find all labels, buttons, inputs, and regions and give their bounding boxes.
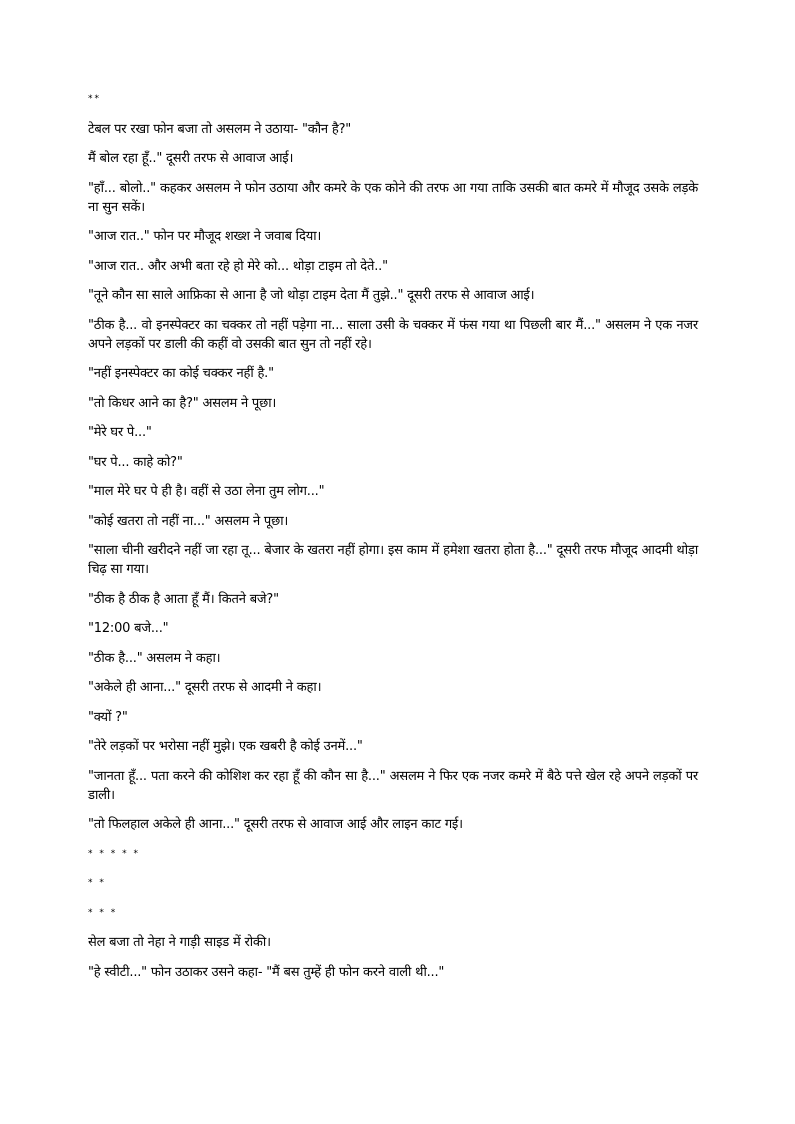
paragraph: "नहीं इनस्पेक्टर का कोई चक्कर नहीं है."	[88, 366, 274, 381]
paragraph: "ठीक है..." असलम ने कहा।	[88, 650, 221, 666]
document-page	[88, 90, 698, 992]
paragraph: "अकेले ही आना..." दूसरी तरफ से आदमी ने कहा।	[88, 680, 322, 695]
paragraph: "तूने कौन सा साले आफ्रिका से आना है जो थोड़ा टाइम देता मैं तुझे.." दूसरी तरफ से आवाज आई।	[88, 288, 535, 303]
section-separator: * * * * *	[88, 848, 140, 859]
paragraph: "तो किधर आने का है?" असलम ने पूछा।	[88, 395, 277, 411]
paragraph: मैं बोल रहा हूँ.." दूसरी तरफ से आवाज आई।	[88, 151, 294, 166]
section-separator: * * *	[88, 907, 118, 918]
section-separator: * *	[88, 878, 106, 888]
paragraph: "हे स्वीटी..." फोन उठाकर उसने कहा- "मैं बस तुम्हें ही फोन करने वाली थी..."	[88, 964, 445, 980]
section-separator: **	[88, 94, 101, 104]
paragraph: "घर पे... काहे को?"	[88, 454, 183, 470]
paragraph: "ठीक है ठीक है आता हूँ मैं। कितने बजे?"	[88, 591, 279, 607]
paragraph: "हाँ... बोलो.." कहकर असलम ने फोन उठाया और कमरे के एक कोने की तरफ आ गया ताकि उसकी बात कमरे में मौजूद उसके लड़के ना सुन सकें।	[88, 180, 698, 215]
paragraph: "माल मेरे घर पे ही है। वहीं से उठा लेना तुम लोग..."	[88, 484, 325, 499]
paragraph: "आज रात.. और अभी बता रहे हो मेरे को... थोड़ा टाइम तो देते.."	[88, 258, 388, 274]
paragraph: "जानता हूँ... पता करने की कोशिश कर रहा हूँ की कौन सा है..." असलम ने फिर एक नजर कमरे में बैठे पत्ते खेल रहे अपने लड़कों पर डाली।	[88, 768, 698, 803]
paragraph: "क्यों ?"	[88, 709, 128, 725]
paragraph: "आज रात.." फोन पर मौजूद शख्श ने जवाब दिया।	[88, 229, 322, 244]
paragraph: "तेरे लड़कों पर भरोसा नहीं मुझे। एक खबरी है कोई उनमें..."	[88, 739, 363, 754]
paragraph: "ठीक है... वो इनस्पेक्टर का चक्कर तो नहीं पड़ेगा ना... साला उसी के चक्कर में फंस गया था पिछली बार मैं..." असलम ने एक नजर अपने लड़कों पर डाली की कहीं वो उसकी बात सुन तो नहीं रहे।	[88, 317, 698, 352]
paragraph: "तो फिलहाल अकेले ही आना..." दूसरी तरफ से आवाज आई और लाइन काट गई।	[88, 817, 463, 832]
paragraph: "साला चीनी खरीदने नहीं जा रहा तू... बेजार के खतरा नहीं होगा। इस काम में हमेशा खतरा होता है..." दूसरी तरफ मौजूद आदमी थोड़ा चिढ़ सा गया।	[88, 543, 698, 577]
paragraph: सेल बजा तो नेहा ने गाड़ी साइड में रोकी।	[88, 935, 271, 950]
paragraph: "12:00 बजे..."	[88, 621, 169, 636]
paragraph: टेबल पर रखा फोन बजा तो असलम ने उठाया- "कौन है?"	[88, 121, 352, 137]
paragraph: "कोई खतरा तो नहीं ना..." असलम ने पूछा।	[88, 513, 289, 529]
paragraph: "मेरे घर पे..."	[88, 425, 152, 440]
